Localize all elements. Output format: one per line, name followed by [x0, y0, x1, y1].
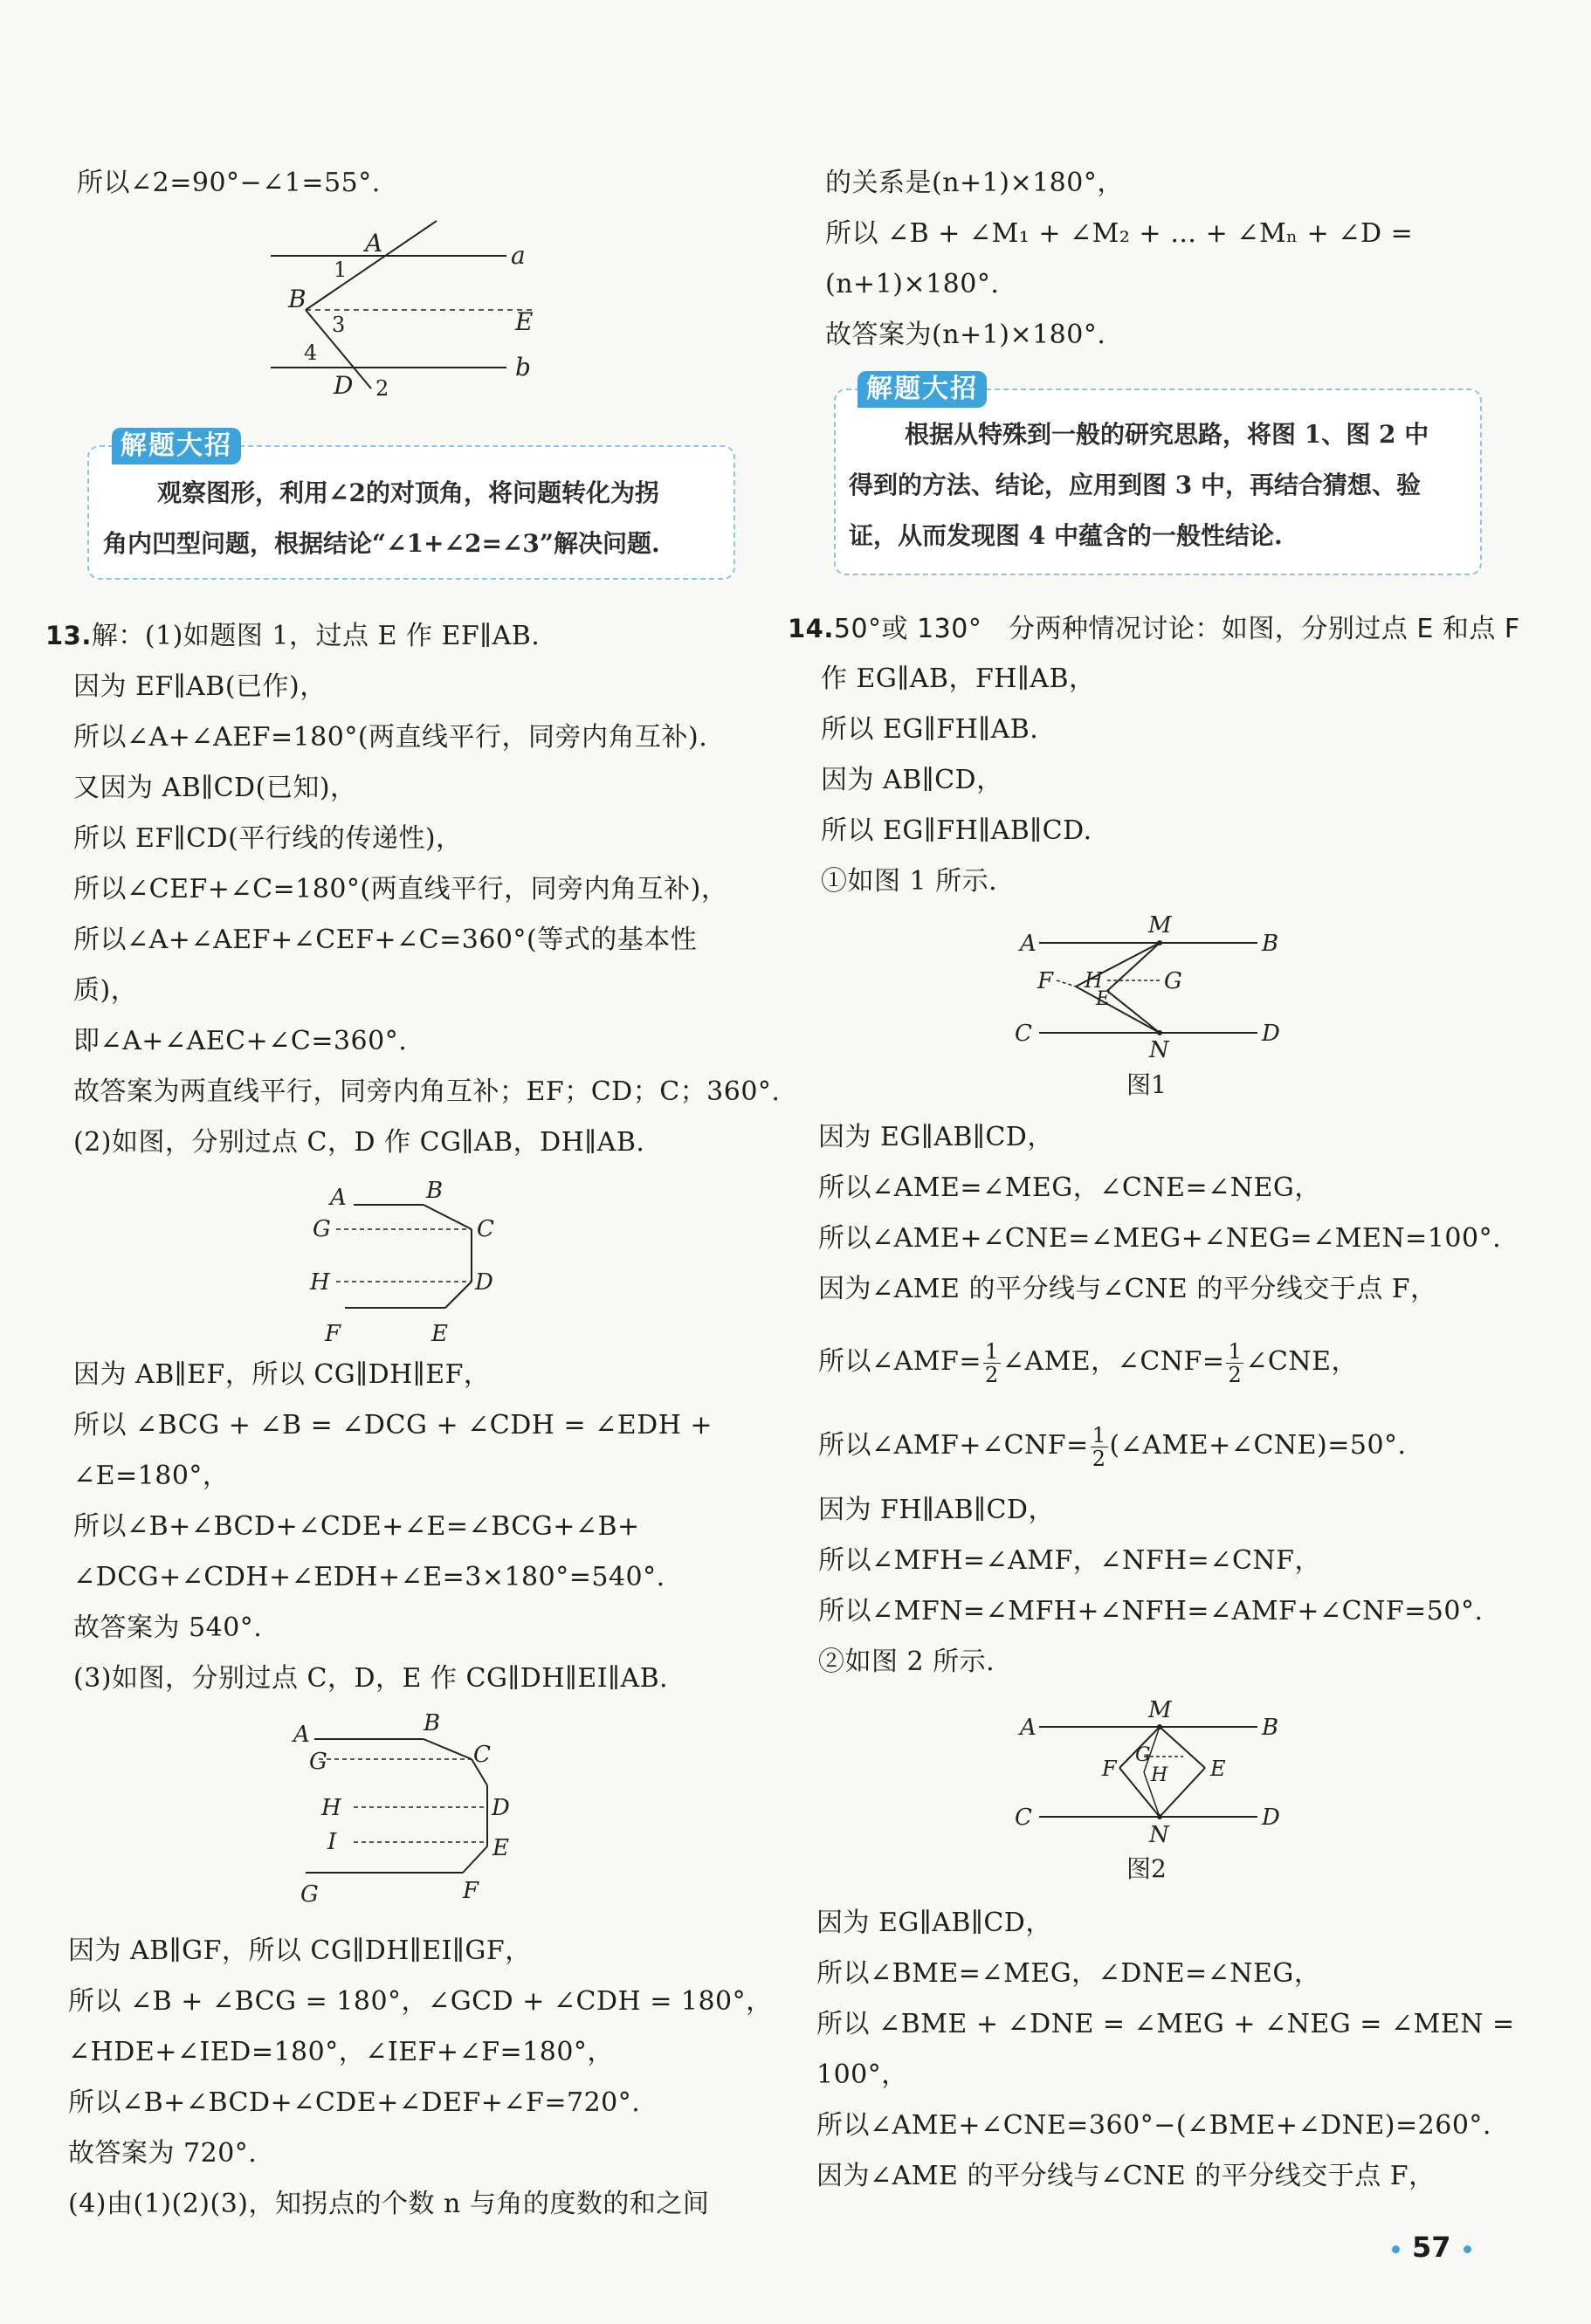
label-angle-3: 3: [332, 313, 346, 337]
label-angle-2: 2: [375, 376, 389, 401]
text-line: 质)，: [73, 975, 138, 1006]
label-n: N: [1149, 1822, 1169, 1848]
label-f: F: [1102, 1757, 1117, 1781]
question-13-header: [45, 618, 540, 654]
label-c: C: [1015, 1805, 1032, 1831]
text-line: 所以 ∠B + ∠BCG = 180°，∠GCD + ∠CDH = 180°，: [68, 1986, 773, 2017]
figure-parallel-lines-ab: [253, 214, 585, 406]
text-line: ∠HDE+∠IED=180°，∠IEF+∠F=180°，: [68, 2037, 614, 2067]
text-line: 故答案为 540°.: [73, 1612, 263, 1643]
label-n: N: [1149, 1037, 1169, 1063]
label-a-upper: A: [365, 229, 383, 258]
label-a-line: a: [511, 241, 526, 270]
question-number: 14.: [788, 614, 834, 643]
text-line: 所以∠A+∠AEF+∠CEF+∠C=360°(等式的基本性: [73, 925, 698, 955]
label-b: B: [424, 1711, 441, 1736]
label-a: A: [293, 1722, 310, 1748]
fraction-line-1: 所以∠AMF= $\frac{1}{2}$ ∠AME，∠CNF= $\frac{1}{2}$ ∠CNE，: [818, 1338, 1359, 1387]
text-line: 故答案为 720°.: [68, 2138, 258, 2169]
label-b: B: [1262, 931, 1279, 957]
label-a: A: [330, 1185, 347, 1211]
text-line: 故答案为两直线平行，同旁内角互补；EF；CD；C；360°.: [73, 1076, 781, 1107]
label-d: D: [1262, 1805, 1280, 1831]
figure-caption: 图2: [1126, 1854, 1167, 1883]
label-m: M: [1148, 912, 1172, 939]
text-line: 的关系是(n+1)×180°，: [825, 168, 1124, 198]
label-a: A: [1020, 931, 1037, 957]
tip-box-2-line: 根据从特殊到一般的研究思路，将图 1、图 2 中: [905, 420, 1429, 449]
text-line: 所以 EF∥CD(平行线的传递性)，: [73, 823, 463, 854]
text-line: 所以 ∠BME + ∠DNE = ∠MEG + ∠NEG = ∠MEN =: [816, 2009, 1515, 2039]
label-g: G: [1164, 968, 1182, 994]
text-line: 100°，: [816, 2059, 908, 2090]
text-line: (n+1)×180°.: [825, 269, 1000, 299]
text-line: 所以∠AME=∠MEG，∠CNE=∠NEG，: [818, 1172, 1321, 1203]
text-line: 所以∠2=90°−∠1=55°.: [77, 168, 381, 198]
tip-box-1-line: 角内凹型问题，根据结论“∠1+∠2=∠3”解决问题.: [103, 529, 660, 558]
label-b-point: B: [288, 285, 306, 313]
text-line: 即∠A+∠AEC+∠C=360°.: [73, 1026, 408, 1056]
tip-box-2-line: 证，从而发现图 4 中蕴含的一般性结论.: [849, 521, 1283, 550]
label-f: F: [1037, 968, 1054, 994]
label-b: B: [1262, 1715, 1279, 1741]
label-d-point: D: [334, 371, 354, 400]
text-line: 所以∠BME=∠MEG，∠DNE=∠NEG，: [816, 1958, 1321, 1989]
text-line: 因为 AB∥EF，所以 CG∥DH∥EF，: [73, 1359, 491, 1390]
text-line: 因为 FH∥AB∥CD，: [818, 1495, 1055, 1525]
text-line: (2)如图，分别过点 C，D 作 CG∥AB，DH∥AB.: [73, 1127, 645, 1158]
label-h: H: [321, 1795, 341, 1821]
label-f: F: [325, 1321, 341, 1347]
page-number-dot-icon: [1392, 2245, 1400, 2253]
label-d: D: [1262, 1021, 1280, 1047]
text-line: ∠E=180°，: [73, 1461, 230, 1491]
label-h: H: [1151, 1764, 1168, 1786]
label-i: I: [327, 1829, 337, 1855]
label-e: E: [1096, 988, 1111, 1010]
label-g-upper: G: [309, 1749, 327, 1775]
label-g-lower: G: [300, 1881, 319, 1908]
label-b: B: [426, 1179, 444, 1204]
text-line: 所以 EG∥FH∥AB∥CD.: [821, 815, 1092, 846]
figure-caption: 图1: [1126, 1070, 1167, 1099]
label-e: E: [1210, 1757, 1226, 1781]
text-line: 故答案为(n+1)×180°.: [825, 320, 1106, 350]
fraction-half: $\frac{1}{2}$: [1092, 1422, 1106, 1471]
label-d: D: [475, 1269, 493, 1296]
label-angle-1: 1: [334, 258, 348, 282]
text-line: 所以∠A+∠AEF=180°(两直线平行，同旁内角互补).: [73, 722, 708, 753]
figure-q13-part2: [306, 1179, 515, 1353]
figure-q14-fig2: [1004, 1694, 1310, 1894]
text-line: 作 EG∥AB，FH∥AB，: [821, 664, 1096, 694]
label-c: C: [1015, 1021, 1032, 1047]
question-13-head-text: 解：(1)如题图 1，过点 E 作 EF∥AB.: [91, 621, 541, 651]
label-c: C: [473, 1742, 491, 1768]
label-h: H: [1085, 968, 1103, 993]
text-line: 所以∠AME+∠CNE=360°−(∠BME+∠DNE)=260°.: [816, 2110, 1491, 2141]
tip-box-1-line: 观察图形，利用∠2的对顶角，将问题转化为拐: [157, 478, 659, 507]
fraction-line-2: 所以∠AMF+∠CNF= $\frac{1}{2}$ (∠AME+∠CNE)=50°.: [818, 1422, 1407, 1471]
tip-box-2-line: 得到的方法、结论，应用到图 3 中，再结合猜想、验: [849, 471, 1421, 499]
label-angle-4: 4: [304, 340, 318, 365]
tip-box-1-title: 解题大招: [112, 428, 241, 464]
question-14-header: [788, 611, 1520, 647]
page-number-dot-icon: [1464, 2245, 1471, 2253]
question-14-head-text: 50°或 130° 分两种情况讨论：如图，分别过点 E 和点 F: [833, 614, 1520, 644]
text-line: 因为 EG∥AB∥CD，: [816, 1908, 1052, 1938]
text-line: 所以∠CEF+∠C=180°(两直线平行，同旁内角互补)，: [73, 874, 728, 904]
page-number: 57: [1380, 2231, 1484, 2264]
text-line: 因为∠AME 的平分线与∠CNE 的平分线交于点 F，: [818, 1274, 1437, 1304]
fraction-half: $\frac{1}{2}$: [1228, 1338, 1243, 1387]
text-line: ∠DCG+∠CDH+∠EDH+∠E=3×180°=540°.: [73, 1562, 665, 1592]
text-line: 所以∠B+∠BCD+∠CDE+∠DEF+∠F=720°.: [68, 2087, 641, 2118]
text-line: 又因为 AB∥CD(已知)，: [73, 773, 357, 803]
label-m: M: [1148, 1697, 1172, 1723]
text-line: 所以∠AME+∠CNE=∠MEG+∠NEG=∠MEN=100°.: [818, 1223, 1502, 1254]
text-line: (3)如图，分别过点 C，D，E 作 CG∥DH∥EI∥AB.: [73, 1663, 669, 1694]
text-line: 所以∠MFN=∠MFH+∠NFH=∠AMF+∠CNF=50°.: [818, 1596, 1484, 1626]
label-a: A: [1020, 1715, 1037, 1741]
label-e: E: [492, 1835, 509, 1861]
text-line: ②如图 2 所示.: [818, 1647, 995, 1677]
text-line: 所以∠B+∠BCD+∠CDE+∠E=∠BCG+∠B+: [73, 1511, 640, 1542]
figure-q14-fig1: [1004, 912, 1310, 1113]
label-h: H: [310, 1269, 330, 1296]
label-c: C: [477, 1216, 494, 1242]
label-b-line: b: [515, 353, 531, 382]
text-line: 因为 AB∥CD，: [821, 765, 1003, 795]
question-number: 13.: [45, 621, 92, 650]
text-line: 所以 ∠BCG + ∠B = ∠DCG + ∠CDH = ∠EDH +: [73, 1410, 713, 1440]
figure-q13-part3: [288, 1711, 541, 1912]
label-f: F: [463, 1878, 479, 1904]
text-line: 因为∠AME 的平分线与∠CNE 的平分线交于点 F，: [816, 2161, 1436, 2191]
text-line: 因为 AB∥GF，所以 CG∥DH∥EI∥GF，: [68, 1936, 532, 1966]
label-e: E: [431, 1321, 448, 1347]
text-line: 所以∠MFH=∠AMF，∠NFH=∠CNF，: [818, 1545, 1321, 1576]
text-line: 所以 EG∥FH∥AB.: [821, 714, 1039, 745]
label-g: G: [1135, 1744, 1151, 1766]
text-line: 因为 EF∥AB(已作)，: [73, 671, 327, 702]
tip-box-2-title: 解题大招: [857, 371, 987, 408]
label-d: D: [492, 1795, 510, 1821]
text-line: (4)由(1)(2)(3)，知拐点的个数 n 与角的度数的和之间: [68, 2189, 710, 2219]
fraction-half: $\frac{1}{2}$: [984, 1338, 999, 1387]
label-e-point: E: [515, 307, 534, 336]
label-g: G: [313, 1216, 331, 1242]
text-line: 所以 ∠B + ∠M₁ + ∠M₂ + … + ∠Mₙ + ∠D =: [825, 218, 1414, 249]
text-line: 因为 EG∥AB∥CD，: [818, 1122, 1054, 1152]
text-line: ①如图 1 所示.: [821, 866, 998, 897]
